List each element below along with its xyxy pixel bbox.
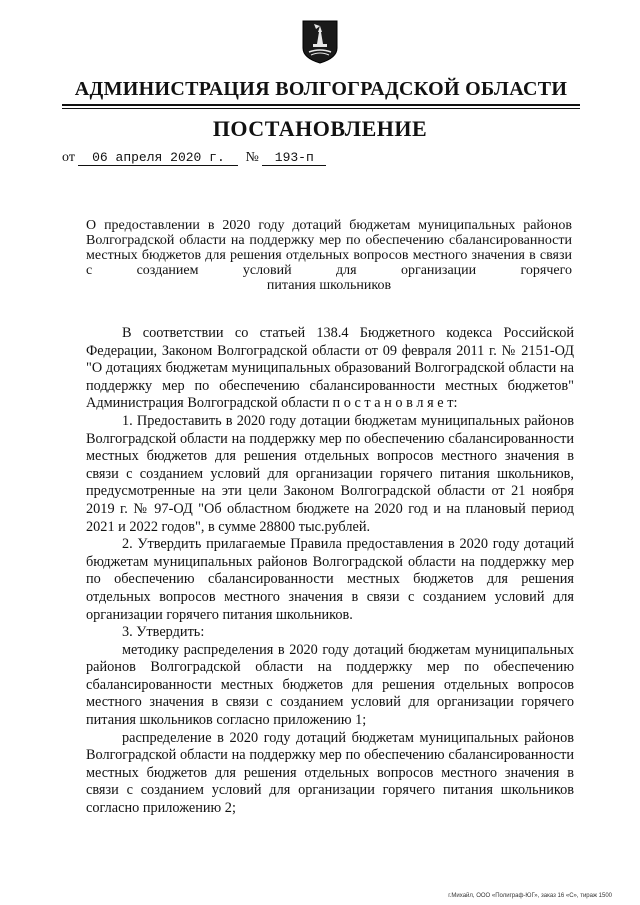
paragraph-2: 2. Утвердить прилагаемые Правила предоставления в 2020 году дотаций бюджетам муниципальных районов Волгоградской области на поддержку мер по обеспечению сбалансированности местных бюджетов для решения отдельных вопросов местного значения в связи с созданием условий для организации горячего питания школьников. (86, 536, 574, 623)
preamble-text: В соответствии со статьей 138.4 Бюджетного кодекса Российской Федерации, Законом Волгоградской области от 09 февраля 2011 г. № 2151-ОД "О дотациях бюджетам муниципальных образований Волгоградской области на поддержку мер по обеспечению сбалансированности местных бюджетов" Администрация Волгоградской области (86, 325, 574, 412)
number-prefix: № (245, 150, 259, 165)
document-type: ПОСТАНОВЛЕНИЕ (212, 116, 428, 141)
date-prefix: от (62, 150, 75, 165)
header-divider-thin (62, 108, 580, 109)
document-subject (86, 218, 572, 293)
document-body (86, 325, 574, 818)
printer-footer: г.Михайл, ООО «Полиграф-ЮГ», заказ 16 «С», тираж 1500 (448, 893, 612, 899)
date-number-line (62, 150, 326, 166)
document-date: 06 апреля 2020 г. (78, 150, 238, 166)
preamble-paragraph (86, 325, 574, 413)
paragraph-3-distribution: распределение в 2020 году дотаций бюджетам муниципальных районов Волгоградской области на поддержку мер по обеспечению сбалансированности местных бюджетов для решения отдельных вопросов местного значения в связи с созданием условий для организации горячего питания школьников согласно приложению 2; (86, 729, 574, 817)
subject-text: О предоставлении в 2020 году дотаций бюджетам муниципальных районов Волгоградской области на поддержку мер по обеспечению сбалансированности местных бюджетов для решения отдельных вопросов местного значения в связи с созданием условий для организации горячего (86, 218, 572, 278)
paragraph-1: 1. Предоставить в 2020 году дотации бюджетам муниципальных районов Волгоградской области на поддержку мер по обеспечению сбалансированности местных бюджетов для решения отдельных вопросов местного значения в связи с созданием условий для организации горячего питания школьников, предусмотренные на эти цели Законом Волгоградской области от 21 ноября 2019 г. № 97-ОД "Об областном бюджете на 2020 год и на плановый период 2021 и 2022 годов", в сумме 28800 тыс.рублей. (86, 412, 574, 535)
organization-title: АДМИНИСТРАЦИЯ ВОЛГОГРАДСКОЙ ОБЛАСТИ (74, 78, 568, 100)
header-divider (62, 104, 580, 106)
subject-last-line: питания школьников (266, 278, 392, 293)
resolves-text: п о с т а н о в л я е т: (332, 395, 458, 412)
paragraph-3: 3. Утвердить: (122, 624, 205, 641)
document-number: 193-п (262, 150, 326, 166)
volgograd-emblem-icon (302, 20, 338, 64)
paragraph-3-methodology: методику распределения в 2020 году дотаций бюджетам муниципальных районов Волгоградской области на поддержку мер по обеспечению сбалансированности местных бюджетов для решения отдельных вопросов местного значения в связи с созданием условий для организации горячего питания школьников согласно приложению 1; (86, 641, 574, 729)
